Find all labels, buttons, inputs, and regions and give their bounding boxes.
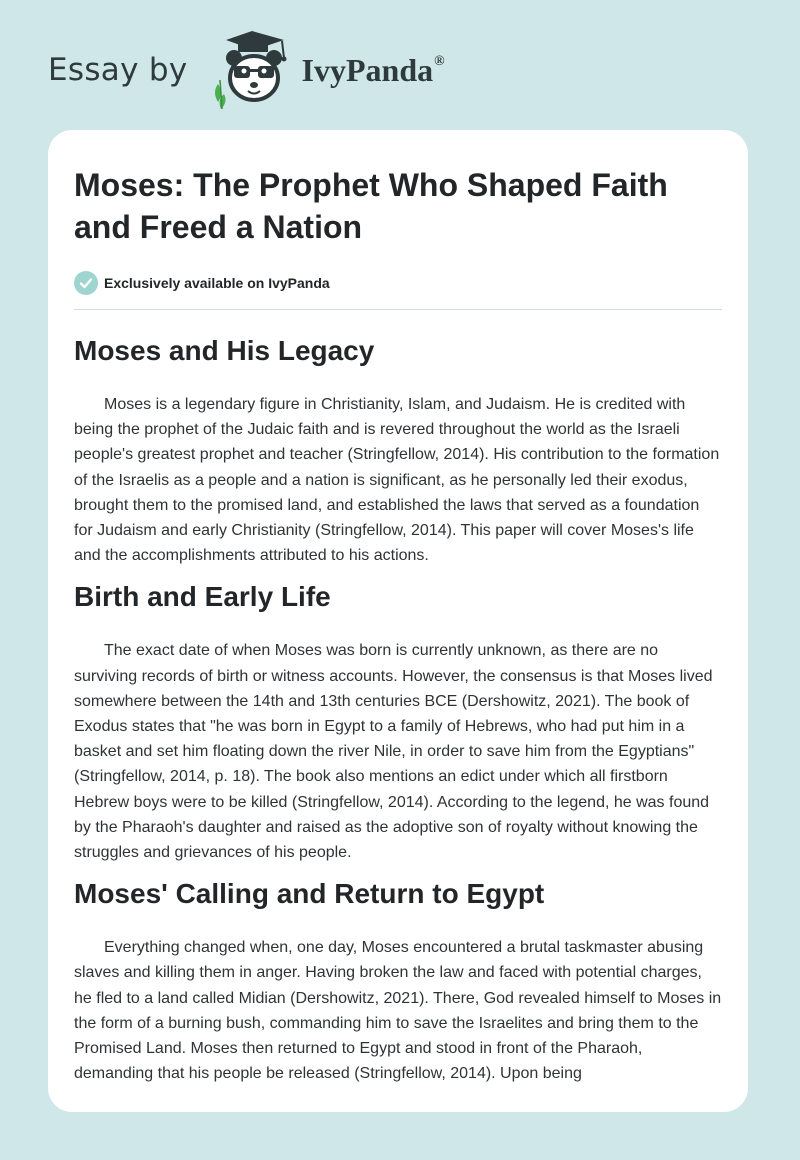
section-heading-birth: Birth and Early Life	[74, 581, 331, 613]
brand-name[interactable]	[302, 52, 445, 89]
title-line-2: and Freed a Nation	[74, 209, 363, 245]
check-circle-icon	[74, 271, 98, 295]
panda-logo-icon[interactable]	[204, 30, 300, 110]
section-paragraph-legacy: Moses is a legendary figure in Christianity, Islam, and Judaism. He is credited with being the prophet of the Judaic faith and is revered throughout the world as the Israeli people's greatest prophet and teacher (Stringfellow, 2014). His contribution to the formation of the Israelis as a people and a nation is significant, as he personally led their exodus, brought them to the promised land, and established the laws that served as a foundation for Judaism and early Christianity (Stringfellow, 2014). This paper will cover Moses's life and the accomplishments attributed to his actions.	[74, 396, 720, 565]
exclusive-label: Exclusively available on IvyPanda	[104, 275, 330, 291]
brand-name-text: IvyPanda	[301, 51, 434, 88]
title-line-1: Moses: The Prophet Who Shaped Faith	[74, 167, 668, 203]
exclusive-badge	[74, 270, 722, 296]
registered-mark: ®	[434, 53, 445, 69]
essay-card	[48, 130, 748, 1112]
site-header	[48, 30, 445, 110]
section-paragraph-birth: The exact date of when Moses was born is currently unknown, as there are no surviving records of birth or witness accounts. However, the consensus is that Moses lived somewhere between the 14th and 13th centuries BCE (Dershowitz, 2021). The book of Exodus states that "he was born in Egypt to a family of Hebrews, who had put him in a basket and set him floating down the river Nile, in order to save him from the Egyptians" (Stringfellow, 2014, p. 18). The book also mentions an edict under which all firstborn Hebrew boys were to be killed (Stringfellow, 2014). According to the legend, he was found by the Pharaoh's daughter and raised as the adoptive son of royalty without knowing the struggles and grievances of his people.	[74, 642, 713, 862]
section-heading-calling: Moses' Calling and Return to Egypt	[74, 878, 545, 910]
title-divider	[74, 309, 722, 310]
section-paragraph-calling: Everything changed when, one day, Moses encountered a brutal taskmaster abusing slaves and killing them in anger. Having broken the law and faced with potential charges, he fled to a land called Midian (Dershowitz, 2021). There, God revealed himself to Moses in the form of a burning bush, commanding him to save the Israelites and bring them to the Promised Land. Moses then returned to Egypt and stood in front of the Pharaoh, demanding that his people be released (Stringfellow, 2014). Upon being	[74, 939, 722, 1083]
essay-by-label: Essay by	[48, 52, 188, 88]
section-heading-legacy: Moses and His Legacy	[74, 335, 375, 366]
page-title	[74, 164, 722, 248]
